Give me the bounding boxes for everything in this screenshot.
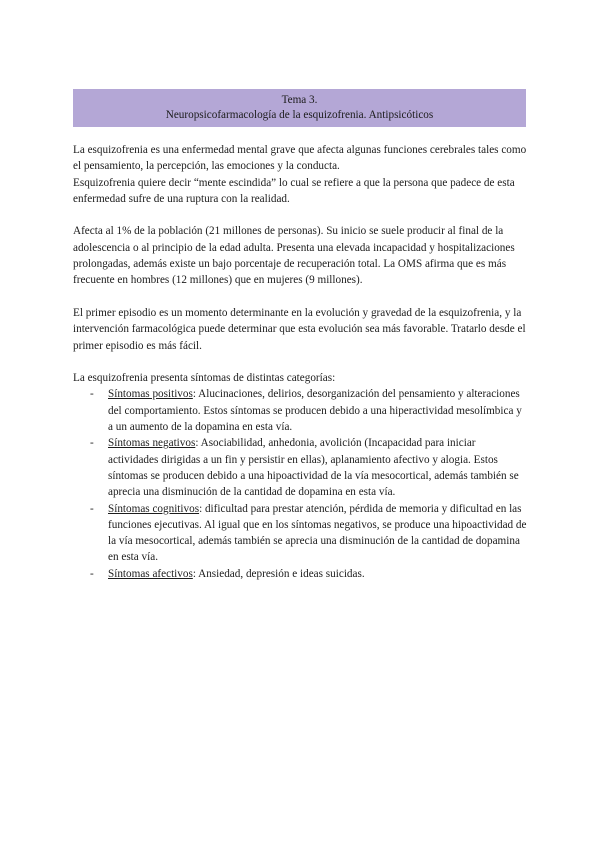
list-dash: - xyxy=(90,388,94,401)
category-description: : Alucinaciones, delirios, desorganización del pensamiento y alteraciones del comportamiento. Estos síntomas se producen debido a una hiperactividad mesolímbica y a un aumento de la dopamina en esta vía. xyxy=(108,388,522,434)
list-dash: - xyxy=(90,567,94,580)
topic-header xyxy=(73,89,526,127)
category-term: Síntomas negativos xyxy=(108,437,196,450)
paragraph-meaning: Esquizofrenia quiere decir “mente escindida” lo cual se refiere a que la persona que padece de esta enfermedad sufre de una ruptura con la realidad. xyxy=(73,176,515,205)
category-description: : Ansiedad, depresión e ideas suicidas. xyxy=(192,567,365,580)
list-dash: - xyxy=(90,502,94,515)
list-item xyxy=(73,566,528,582)
list-item xyxy=(73,501,528,566)
symptom-categories-list xyxy=(73,386,528,582)
document-body xyxy=(73,142,528,582)
list-item xyxy=(73,386,528,435)
category-term: Síntomas positivos xyxy=(108,388,193,401)
topic-number: Tema 3. xyxy=(281,94,318,106)
list-dash: - xyxy=(90,437,94,450)
paragraph-categories-intro: La esquizofrenia presenta síntomas de distintas categorías: xyxy=(73,372,336,385)
category-term: Síntomas cognitivos xyxy=(108,502,200,515)
topic-title: Neuropsicofarmacología de la esquizofrenia. Antipsicóticos xyxy=(165,109,434,121)
category-description: : dificultad para prestar atención, pérdida de memoria y dificultad en las funciones ejecutivas. Al igual que en los síntomas negativos, se produce una hipoactividad de la vía mesocortical, además también se aprecia una disminución de la cantidad de dopamina en esta vía. xyxy=(108,502,527,564)
paragraph-definition: La esquizofrenia es una enfermedad mental grave que afecta algunas funciones cerebrales tales como el pensamiento, la percepción, las emociones y la conducta. xyxy=(73,144,527,173)
paragraph-prevalence: Afecta al 1% de la población (21 millones de personas). Su inicio se suele producir al final de la adolescencia o al principio de la edad adulta. Presenta una elevada incapacidad y hospitalizaciones prolongadas, además existe un bajo porcentaje de recuperación total. La OMS afirma que es más frecuente en hombres (12 millones) que en mujeres (9 millones). xyxy=(73,225,515,287)
category-term: Síntomas afectivos xyxy=(108,567,193,580)
paragraph-first-episode: El primer episodio es un momento determinante en la evolución y gravedad de la esquizofrenia, y la intervención farmacológica puede determinar que esta evolución sea más favorable. Tratarlo desde el primer episodio es más fácil. xyxy=(73,306,526,352)
list-item xyxy=(73,435,528,500)
category-description: : Asociabilidad, anhedonia, avolición (Incapacidad para iniciar actividades dirigidas a un fin y persistir en ellas), aplanamiento afectivo y alogia. Estos síntomas se producen debido a una hipoactividad de la vía mesocortical, además también se aprecia una disminución de la cantidad de dopamina en esta vía. xyxy=(108,437,519,499)
